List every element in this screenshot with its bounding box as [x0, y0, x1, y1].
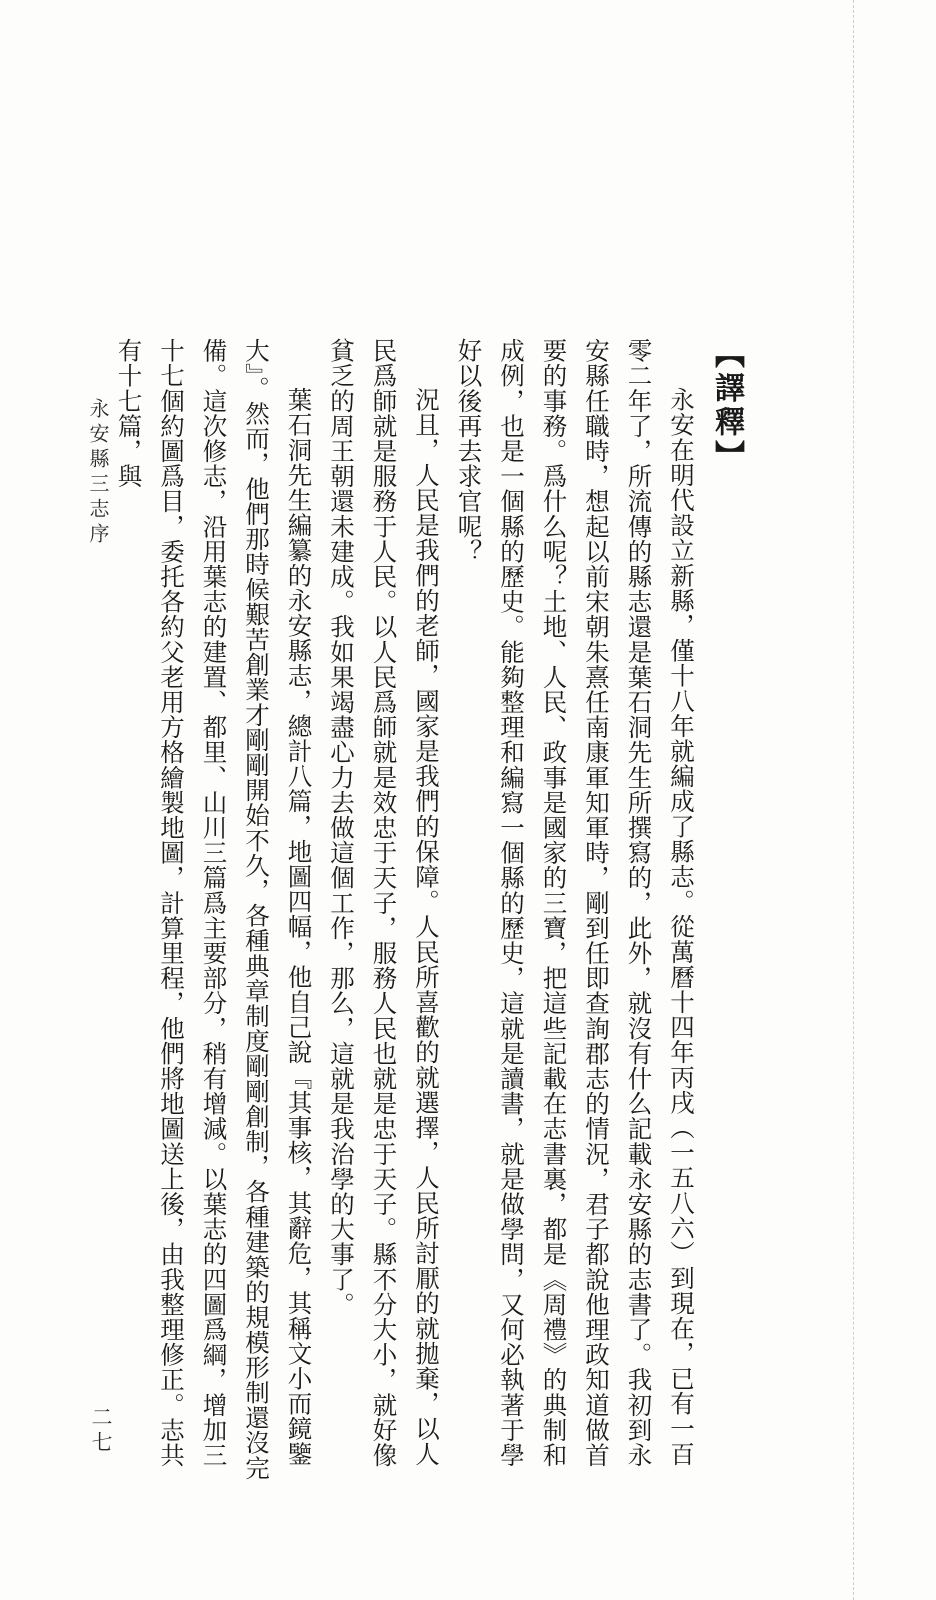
paragraph-3: 葉石洞先生編纂的永安縣志，總計八篇，地圖四幅，他自己說『其事核，其辭危，其稱文小而鏡鑒大』。然而，他們那時候艱苦創業才剛剛開始不久，各種典章制度剛剛創制，各種建築的規模形制還沒完備。這次修志，沿用葉志的建置、都里、山川三篇爲主要部分，稍有增減。以葉志的四圖爲綱，增加三十七個約圖爲目，委托各約父老用方格繪製地圖，計算里程，他們將地圖送上後，由我整理修正。志共有十七篇，與 [114, 338, 314, 1481]
paragraph-2: 況且，人民是我們的老師，國家是我們的保障。人民所喜歡的就選擇，人民所討厭的就拋棄，以人民爲師就是服務于人民。以人民爲師就是效忠于天子，服務人民也就是忠于天子。縣不分大小，就好像貧乏的周王朝還未建成。我如果竭盡心力去做這個工作，那么，這就是我治學的大事了。 [327, 338, 441, 1468]
paragraph-1: 永安在明代設立新縣，僅十八年就編成了縣志。從萬曆十四年丙戌（一五八六）到現在，已有一百零二年了，所流傳的縣志還是葉石洞先生所撰寫的，此外，就沒有什么記載永安縣的志書了。我初到永安縣任職時，想起以前宋朝朱熹任南康軍知軍時，剛到任即查詢郡志的情況，君子都說他理政知道做首要的事務。爲什么呢？土地、人民、政事是國家的三寶，把這些記載在志書裏，都是《周禮》的典制和成例，也是一個縣的歷史。能夠整理和編寫一個縣的歷史，這就是讀書，就是做學問，又何必執著于學好以後再去求官呢？ [454, 338, 696, 1468]
running-head: 永安縣三志序 [86, 398, 110, 548]
body-text [107, 338, 750, 1488]
page-number: 二七 [89, 1406, 113, 1456]
section-heading: 【譯釋】 [709, 338, 744, 474]
page-edge [853, 0, 854, 1600]
